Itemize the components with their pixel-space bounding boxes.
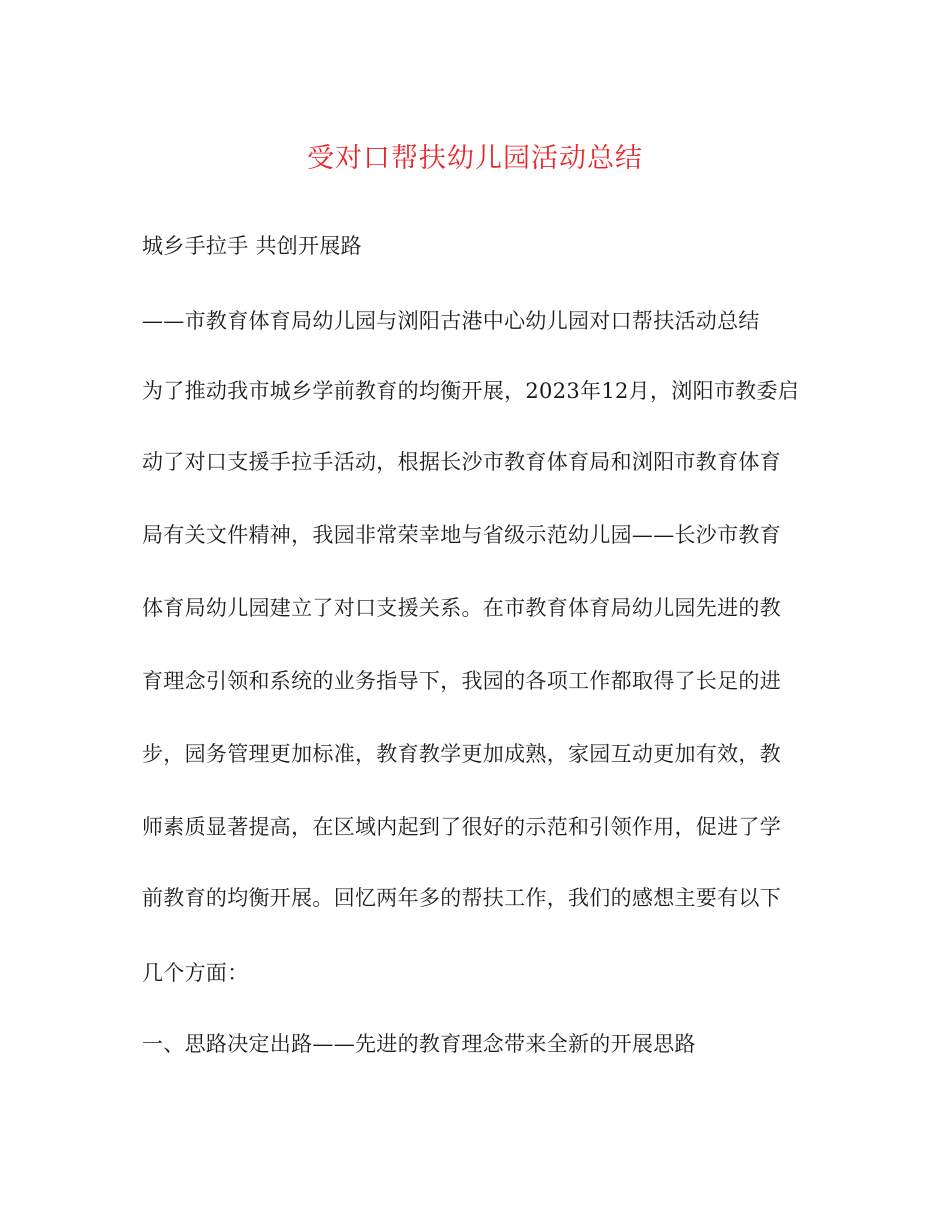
body-line: 为了推动我市城乡学前教育的均衡开展，2023年12月，浏阳市教委启 <box>142 379 800 403</box>
body-line: 几个方面： <box>142 961 249 985</box>
body-line: 局有关文件精神，我园非常荣幸地与省级示范幼儿园——长沙市教育 <box>142 523 781 547</box>
document-subheading: ——市教育体育局幼儿园与浏阳古港中心幼儿园对口帮扶活动总结 <box>142 309 760 333</box>
body-line: 体育局幼儿园建立了对口支援关系。在市教育体育局幼儿园先进的教 <box>142 596 781 620</box>
body-line: 师素质显著提高，在区域内起到了很好的示范和引领作用，促进了学 <box>142 815 781 839</box>
body-line: 前教育的均衡开展。回忆两年多的帮扶工作，我们的感想主要有以下 <box>142 886 781 910</box>
body-line: 步，园务管理更加标准，教育教学更加成熟，家园互动更加有效，教 <box>142 742 781 766</box>
body-line: 动了对口支援手拉手活动，根据长沙市教育体育局和浏阳市教育体育 <box>142 450 781 474</box>
section-heading: 一、思路决定出路——先进的教育理念带来全新的开展思路 <box>142 1032 696 1056</box>
body-line: 育理念引领和系统的业务指导下，我园的各项工作都取得了长足的进 <box>142 669 781 693</box>
document-title: 受对口帮扶幼儿园活动总结 <box>307 143 643 174</box>
document-subtitle: 城乡手拉手 共创开展路 <box>142 234 362 258</box>
